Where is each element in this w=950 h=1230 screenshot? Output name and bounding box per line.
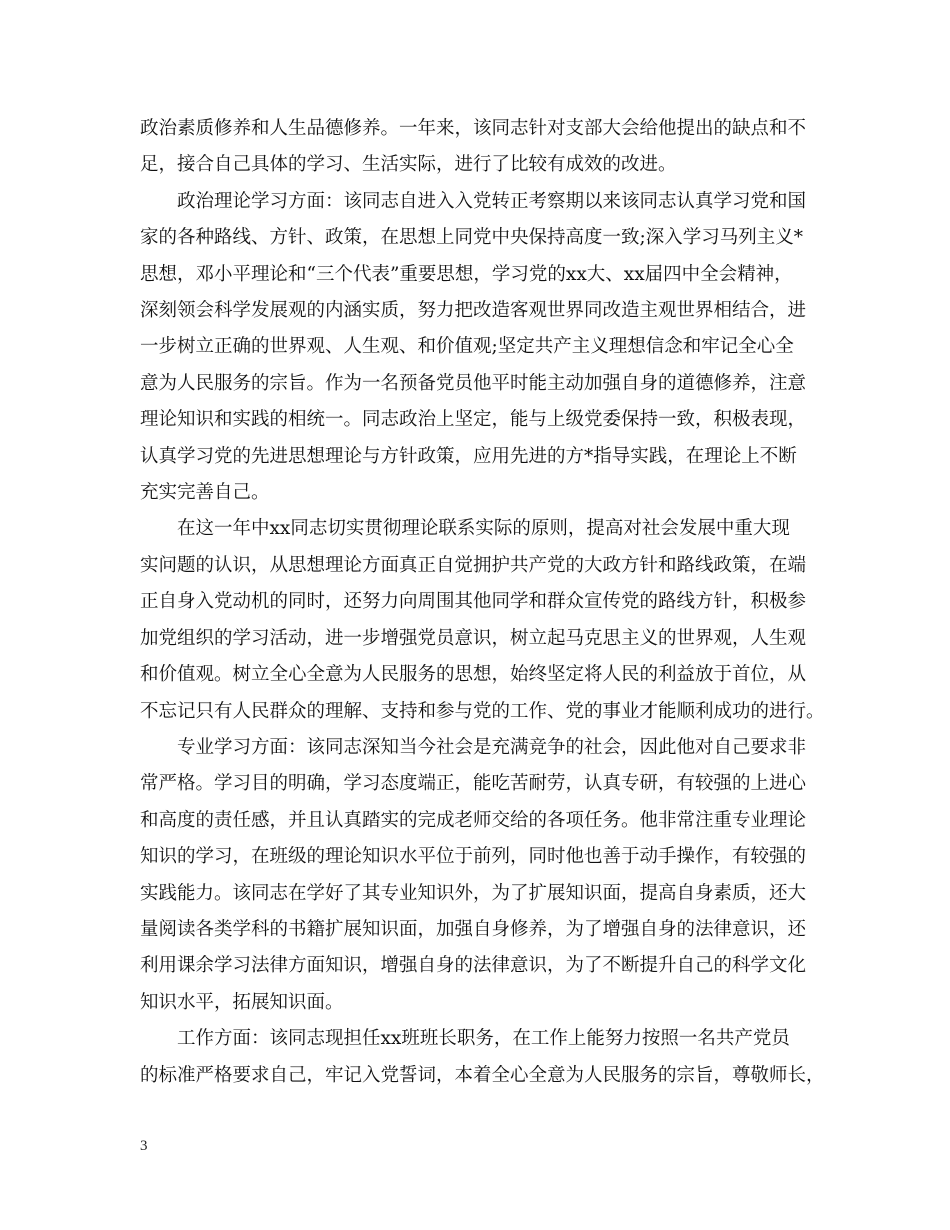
paragraph-work: 工作方面：该同志现担任xx班班长职务，在工作上能努力按照一名共产党员 的标准严格要求自己，牢记入党誓词，本着全心全意为人民服务的宗旨，尊敬师长， bbox=[140, 1028, 825, 1086]
paragraph-practice: 在这一年中xx同志切实贯彻理论联系实际的原则，提高对社会发展中重大现 实问题的认识，从思想理论方面真正自觉拥护共产党的大政方针和路线政策，在端 正自身入党动机的同时，还努力向周围其他同学和群众宣传党的路线方针，积极参 加党组织的学习活动，进一步增强党员意识，树立起马克思主义的世界观，人生观 和价值观。树立全心全意为人民服务的思想，始终坚定将人民的利益放于首位，从 不忘记只有人民群众的理解、支持和参与党的工作、党的事业才能顺利成功的进行。 bbox=[140, 518, 825, 722]
paragraph-professional-study: 专业学习方面：该同志深知当今社会是充满竞争的社会，因此他对自己要求非 常严格。学习目的明确，学习态度端正，能吃苦耐劳，认真专研，有较强的上进心 和高度的责任感，并且认真踏实的完成老师交给的各项任务。他非常注重专业理论 知识的学习，在班级的理论知识水平位于前列，同时他也善于动手操作，有较强的 实践能力。该同志在学好了其专业知识外，为了扩展知识面，提高自身素质，还大 量阅读各类学科的书籍扩展知识面，加强自身修养，为了增强自身的法律意识，还 利用课余学习法律方面知识，增强自身的法律意识，为了不断提升自己的科学文化 知识水平，拓展知识面。 bbox=[140, 736, 807, 1013]
page-number: 3 bbox=[140, 1138, 148, 1154]
paragraph-political-theory: 政治理论学习方面：该同志自进入入党转正考察期以来该同志认真学习党和国 家的各种路线、方针、政策，在思想上同党中央保持高度一致;深入学习马列主义* 思想，邓小平理论和“三个代表”重要思想，学习党的xx大、xx届四中全会精神， 深刻领会科学发展观的内涵实质，努力把改造客观世界同改造主观世界相结合，进 一步树立正确的世界观、人生观、和价值观;坚定共产主义理想信念和牢记全心全 意为人民服务的宗旨。作为一名预备党员他平时能主动加强自身的道德修养，注意 理论知识和实践的相统一。同志政治上坚定，能与上级党委保持一致，积极表现， 认真学习党的先进思想理论与方针政策，应用先进的方*指导实践，在理论上不断 充实完善自己。 bbox=[140, 190, 807, 504]
paragraph-continuation: 政治素质修养和人生品德修养。一年来，该同志针对支部大会给他提出的缺点和不 足，接合自己具体的学习、生活实际，进行了比较有成效的改进。 bbox=[140, 118, 807, 176]
document-body bbox=[140, 111, 828, 1094]
